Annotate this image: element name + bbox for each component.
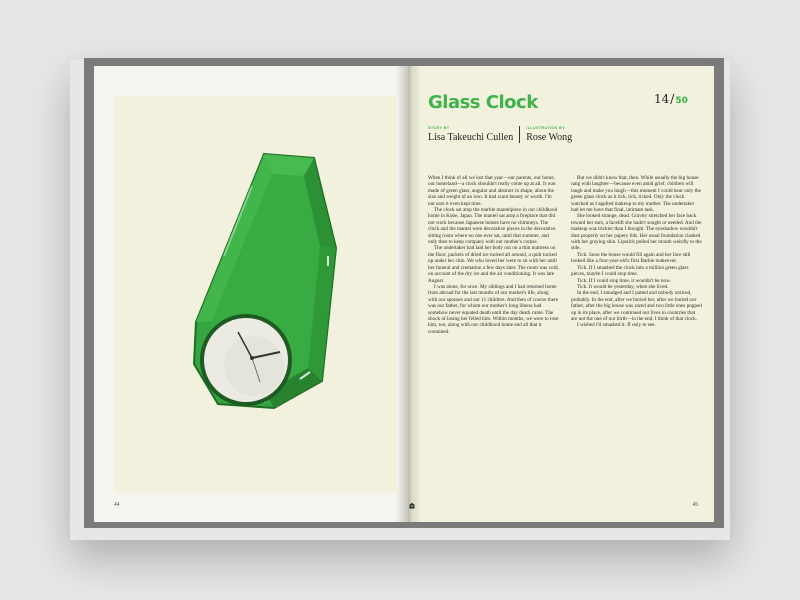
left-page xyxy=(94,66,408,522)
paragraph: When I think of all we lost that year—our parents, our home, our homeland—a clock shouldn't really come up at all. It was made of green glass, angular and abstract in shape, about the size and weight of an iron. It had scant beauty or worth. I'm not sure it even kept time. xyxy=(428,175,556,207)
page-number-right: 45 xyxy=(692,502,698,508)
paragraph: The undertaker had laid her body out on a thin mattress on the floor, packets of dried ice tucked all around, a quilt tucked up under her chin. We who loved her were to sit with her until her funeral and cremation a few days later. The room was cold, on account of the dry ice and the air conditioning. It was late August. xyxy=(428,245,559,284)
issue-slash: / xyxy=(670,92,675,106)
paragraph: Tick. If I could stop time, it wouldn't be now. xyxy=(577,277,671,284)
story-title: Glass Clock xyxy=(428,92,538,113)
illustration-credit xyxy=(519,126,578,143)
glass-clock-illustration xyxy=(114,96,396,492)
paragraph: But we didn't know that, then. While usually the big house rang with laughter—because even amid grief, children will laugh and make you laugh—this moment I could hear only the green glass clock as it tick, tick, ticked. Only the clock watched as I applied makeup to my mother. The undertaker had let me have that final, intimate task. xyxy=(571,175,701,214)
page-number-left: 44 xyxy=(114,502,120,508)
author-name: Lisa Takeuchi Cullen xyxy=(428,132,514,143)
illustration-panel xyxy=(114,96,396,492)
paragraph: In the end, I smudged and I patted and nobody noticed, probably. In the end, after we buried her, after we buried our father, after the big house was razed and two little ones popped up in its place, after we continued our lives in countries that are not the one of our birth—in the end, I think of that clock. xyxy=(571,290,702,322)
issue-total: 50 xyxy=(675,96,688,106)
story-body xyxy=(428,175,702,335)
right-page xyxy=(408,66,714,522)
paragraph: Tick. If I smashed the clock into a million green glass pieces, maybe I could stop time. xyxy=(571,264,689,278)
story-credit xyxy=(428,126,519,143)
issue-current: 14 xyxy=(654,92,670,106)
paragraph: I was alone, for once. My siblings and I had returned home from abroad for the last months of our mother's life, along with our spouses and our 11 children. And then of course there was our father, for whom our mother's long illness had somehow never equated death until the day death came. The shock of losing her felled him. Within months, we were to lose him, too, along with our childhood home and all that it contained. xyxy=(428,283,559,335)
paragraph: I wished I'd smashed it. If only to see. xyxy=(577,322,656,329)
clock-center-pin xyxy=(250,356,254,360)
paragraph: She looked strange, dead. Gravity stretched her face back toward her ears, a facelift she hadn't sought or needed. And the makeup was trickier than I thought. The eyeshadow wouldn't dust properly on her papery lids. Her usual foundation clashed with her graying skin. Lipstick pulled her mouth weirdly to the side. xyxy=(571,213,702,252)
publisher-logo-icon xyxy=(408,502,416,510)
credit-label: ILLUSTRATION BY xyxy=(526,126,565,130)
credits xyxy=(428,126,578,143)
paragraph: The clock sat atop the marble mantelpiece in our childhood home in Kobe, Japan. The mantel sat atop a fireplace that did not work because Japanese homes have no chimneys. The clock and the mantel were decorative pieces in the decorative sitting room where no one ever sat, until that summer, and only then to keep company with our mother's corpse. xyxy=(428,207,558,246)
paragraph: Tick. Soon the house would fill again and her face still looked like a four-year-old's first Barbie makeover. xyxy=(571,251,691,265)
illustrator-name: Rose Wong xyxy=(526,132,573,143)
issue-number xyxy=(654,92,688,106)
clock-face-shade xyxy=(224,336,284,396)
paragraph: Tick. It would be yesterday, when she lived. xyxy=(577,283,669,290)
credit-label: STORY BY xyxy=(428,126,450,130)
